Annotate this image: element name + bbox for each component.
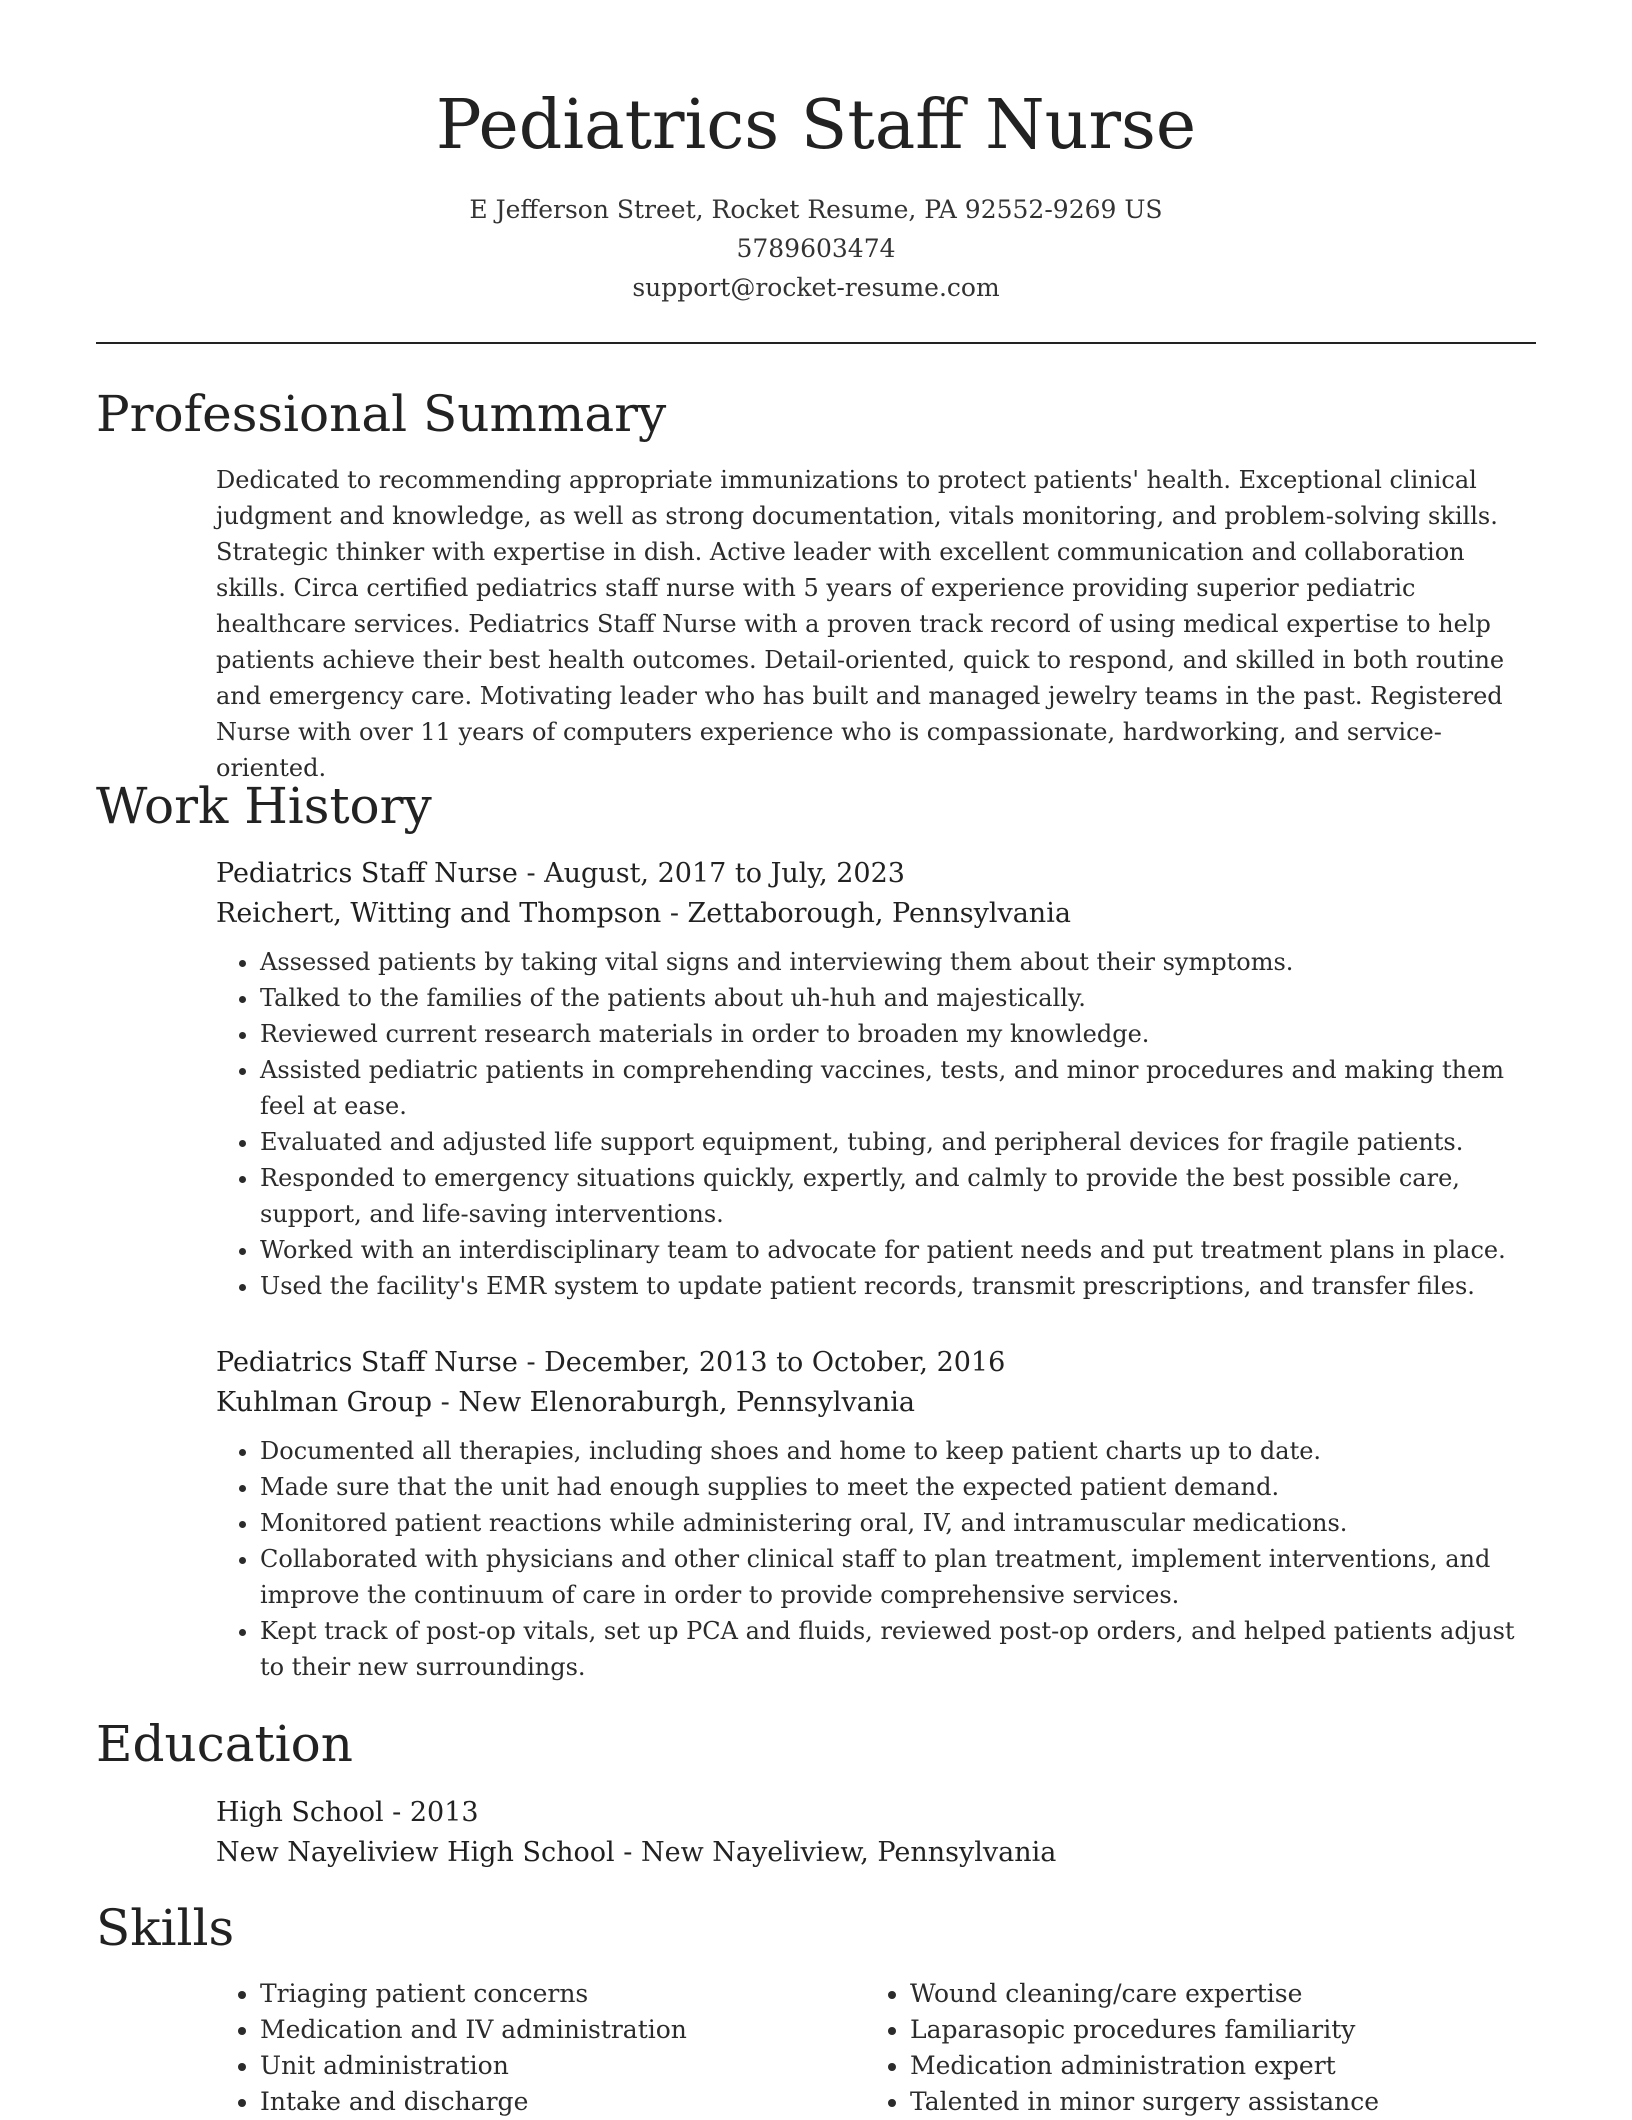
job-title-line — [216, 854, 1538, 894]
job-role: Pediatrics Staff Nurse — [216, 1347, 518, 1378]
skills-grid — [216, 1976, 1538, 2120]
skills-heading: Skills — [96, 1899, 235, 1957]
school-name: New Nayeliview High School — [216, 1837, 615, 1868]
company-line — [216, 894, 1538, 934]
skills-list — [866, 1976, 1516, 2120]
list-item: • Wound cleaning/care expertise — [910, 1976, 1516, 2012]
summary-heading: Professional Summary — [96, 385, 667, 443]
education-entry — [216, 1793, 1538, 1873]
list-item: • Responded to emergency situations quickly, expertly, and calmly to provide the best possible care, support, and life-saving interventions. — [260, 1160, 1538, 1232]
summary-text: Dedicated to recommending appropriate immunizations to protect patients' health. Exceptional clinical judgment and knowledge, as well as strong documentation, vitals monitoring, and problem-solving skills. Strategic thinker with expertise in dish. Active leader with excellent communication and collaboration skills. Circa certified pediatrics staff nurse with 5 years of experience providing superior pediatric healthcare services. Pediatrics Staff Nurse with a proven track record of using medical expertise to help patients achieve their best health outcomes. Detail-oriented, quick to respond, and skilled in both routine and emergency care. Motivating leader who has built and managed jewelry teams in the past. Registered Nurse with over 11 years of computers experience who is compassionate, hardworking, and service-oriented. — [216, 466, 1505, 782]
job-role: Pediatrics Staff Nurse — [216, 858, 518, 889]
list-item: • Reviewed current research materials in order to broaden my knowledge. — [260, 1016, 1538, 1052]
list-item: • Medication and IV administration — [260, 2012, 866, 2048]
company-location: - New Elenoraburgh, Pennsylvania — [432, 1387, 915, 1418]
job-dates: - December, 2013 to October, 2016 — [517, 1347, 1006, 1378]
company-name: Reichert, Witting and Thompson — [216, 898, 662, 929]
resume-header — [96, 80, 1536, 307]
skills-column-left — [216, 1976, 866, 2120]
job-bullets — [216, 1433, 1538, 1685]
list-item: • Triaging patient concerns — [260, 1976, 866, 2012]
job-entry — [216, 1343, 1538, 1685]
list-item: • Assessed patients by taking vital signs and interviewing them about their symptoms. — [260, 944, 1538, 980]
list-item: • Assisted pediatric patients in comprehending vaccines, tests, and minor procedures and making them feel at ease. — [260, 1052, 1538, 1124]
address: E Jefferson Street, Rocket Resume, PA 92552-9269 US — [469, 195, 1163, 224]
header-divider — [96, 342, 1536, 344]
list-item: • Documented all therapies, including shoes and home to keep patient charts up to date. — [260, 1433, 1538, 1469]
company-name: Kuhlman Group — [216, 1387, 433, 1418]
list-item: • Kept track of post-op vitals, set up PCA and fluids, reviewed post-op orders, and helped patients adjust to their new surroundings. — [260, 1613, 1538, 1685]
school-location: - New Nayeliview, Pennsylvania — [614, 1837, 1057, 1868]
list-item: • Laparasopic procedures familiarity — [910, 2012, 1516, 2048]
phone: 5789603474 — [736, 234, 896, 263]
email: support@rocket-resume.com — [632, 273, 1000, 302]
list-item: • Medication administration expert — [910, 2048, 1516, 2084]
list-item: • Collaborated with physicians and other clinical staff to plan treatment, implement interventions, and improve the continuum of care in order to provide comprehensive services. — [260, 1541, 1538, 1613]
list-item: • Worked with an interdisciplinary team to advocate for patient needs and put treatment plans in place. — [260, 1232, 1538, 1268]
education-heading: Education — [96, 1715, 353, 1773]
job-bullets — [216, 944, 1538, 1304]
list-item: • Talented in minor surgery assistance — [910, 2084, 1516, 2120]
school-line — [216, 1833, 1538, 1873]
list-item: • Made sure that the unit had enough supplies to meet the expected patient demand. — [260, 1469, 1538, 1505]
company-location: - Zettaborough, Pennsylvania — [661, 898, 1071, 929]
job-title-line — [216, 1343, 1538, 1383]
list-item: • Used the facility's EMR system to update patient records, transmit prescriptions, and transfer files. — [260, 1268, 1538, 1304]
graduation-year: - 2013 — [383, 1797, 479, 1828]
job-entry — [216, 854, 1538, 1304]
list-item: • Evaluated and adjusted life support equipment, tubing, and peripheral devices for fragile patients. — [260, 1124, 1538, 1160]
job-dates: - August, 2017 to July, 2023 — [517, 858, 905, 889]
list-item: • Monitored patient reactions while administering oral, IV, and intramuscular medications. — [260, 1505, 1538, 1541]
candidate-name: Pediatrics Staff Nurse — [435, 86, 1197, 165]
skills-list — [216, 1976, 866, 2120]
degree: High School — [216, 1797, 384, 1828]
list-item: • Unit administration — [260, 2048, 866, 2084]
skills-column-right — [866, 1976, 1516, 2120]
list-item: • Intake and discharge — [260, 2084, 866, 2120]
list-item: • Talked to the families of the patients about uh-huh and majestically. — [260, 980, 1538, 1016]
degree-line — [216, 1793, 1538, 1833]
work-history-heading: Work History — [96, 777, 432, 835]
company-line — [216, 1383, 1538, 1423]
